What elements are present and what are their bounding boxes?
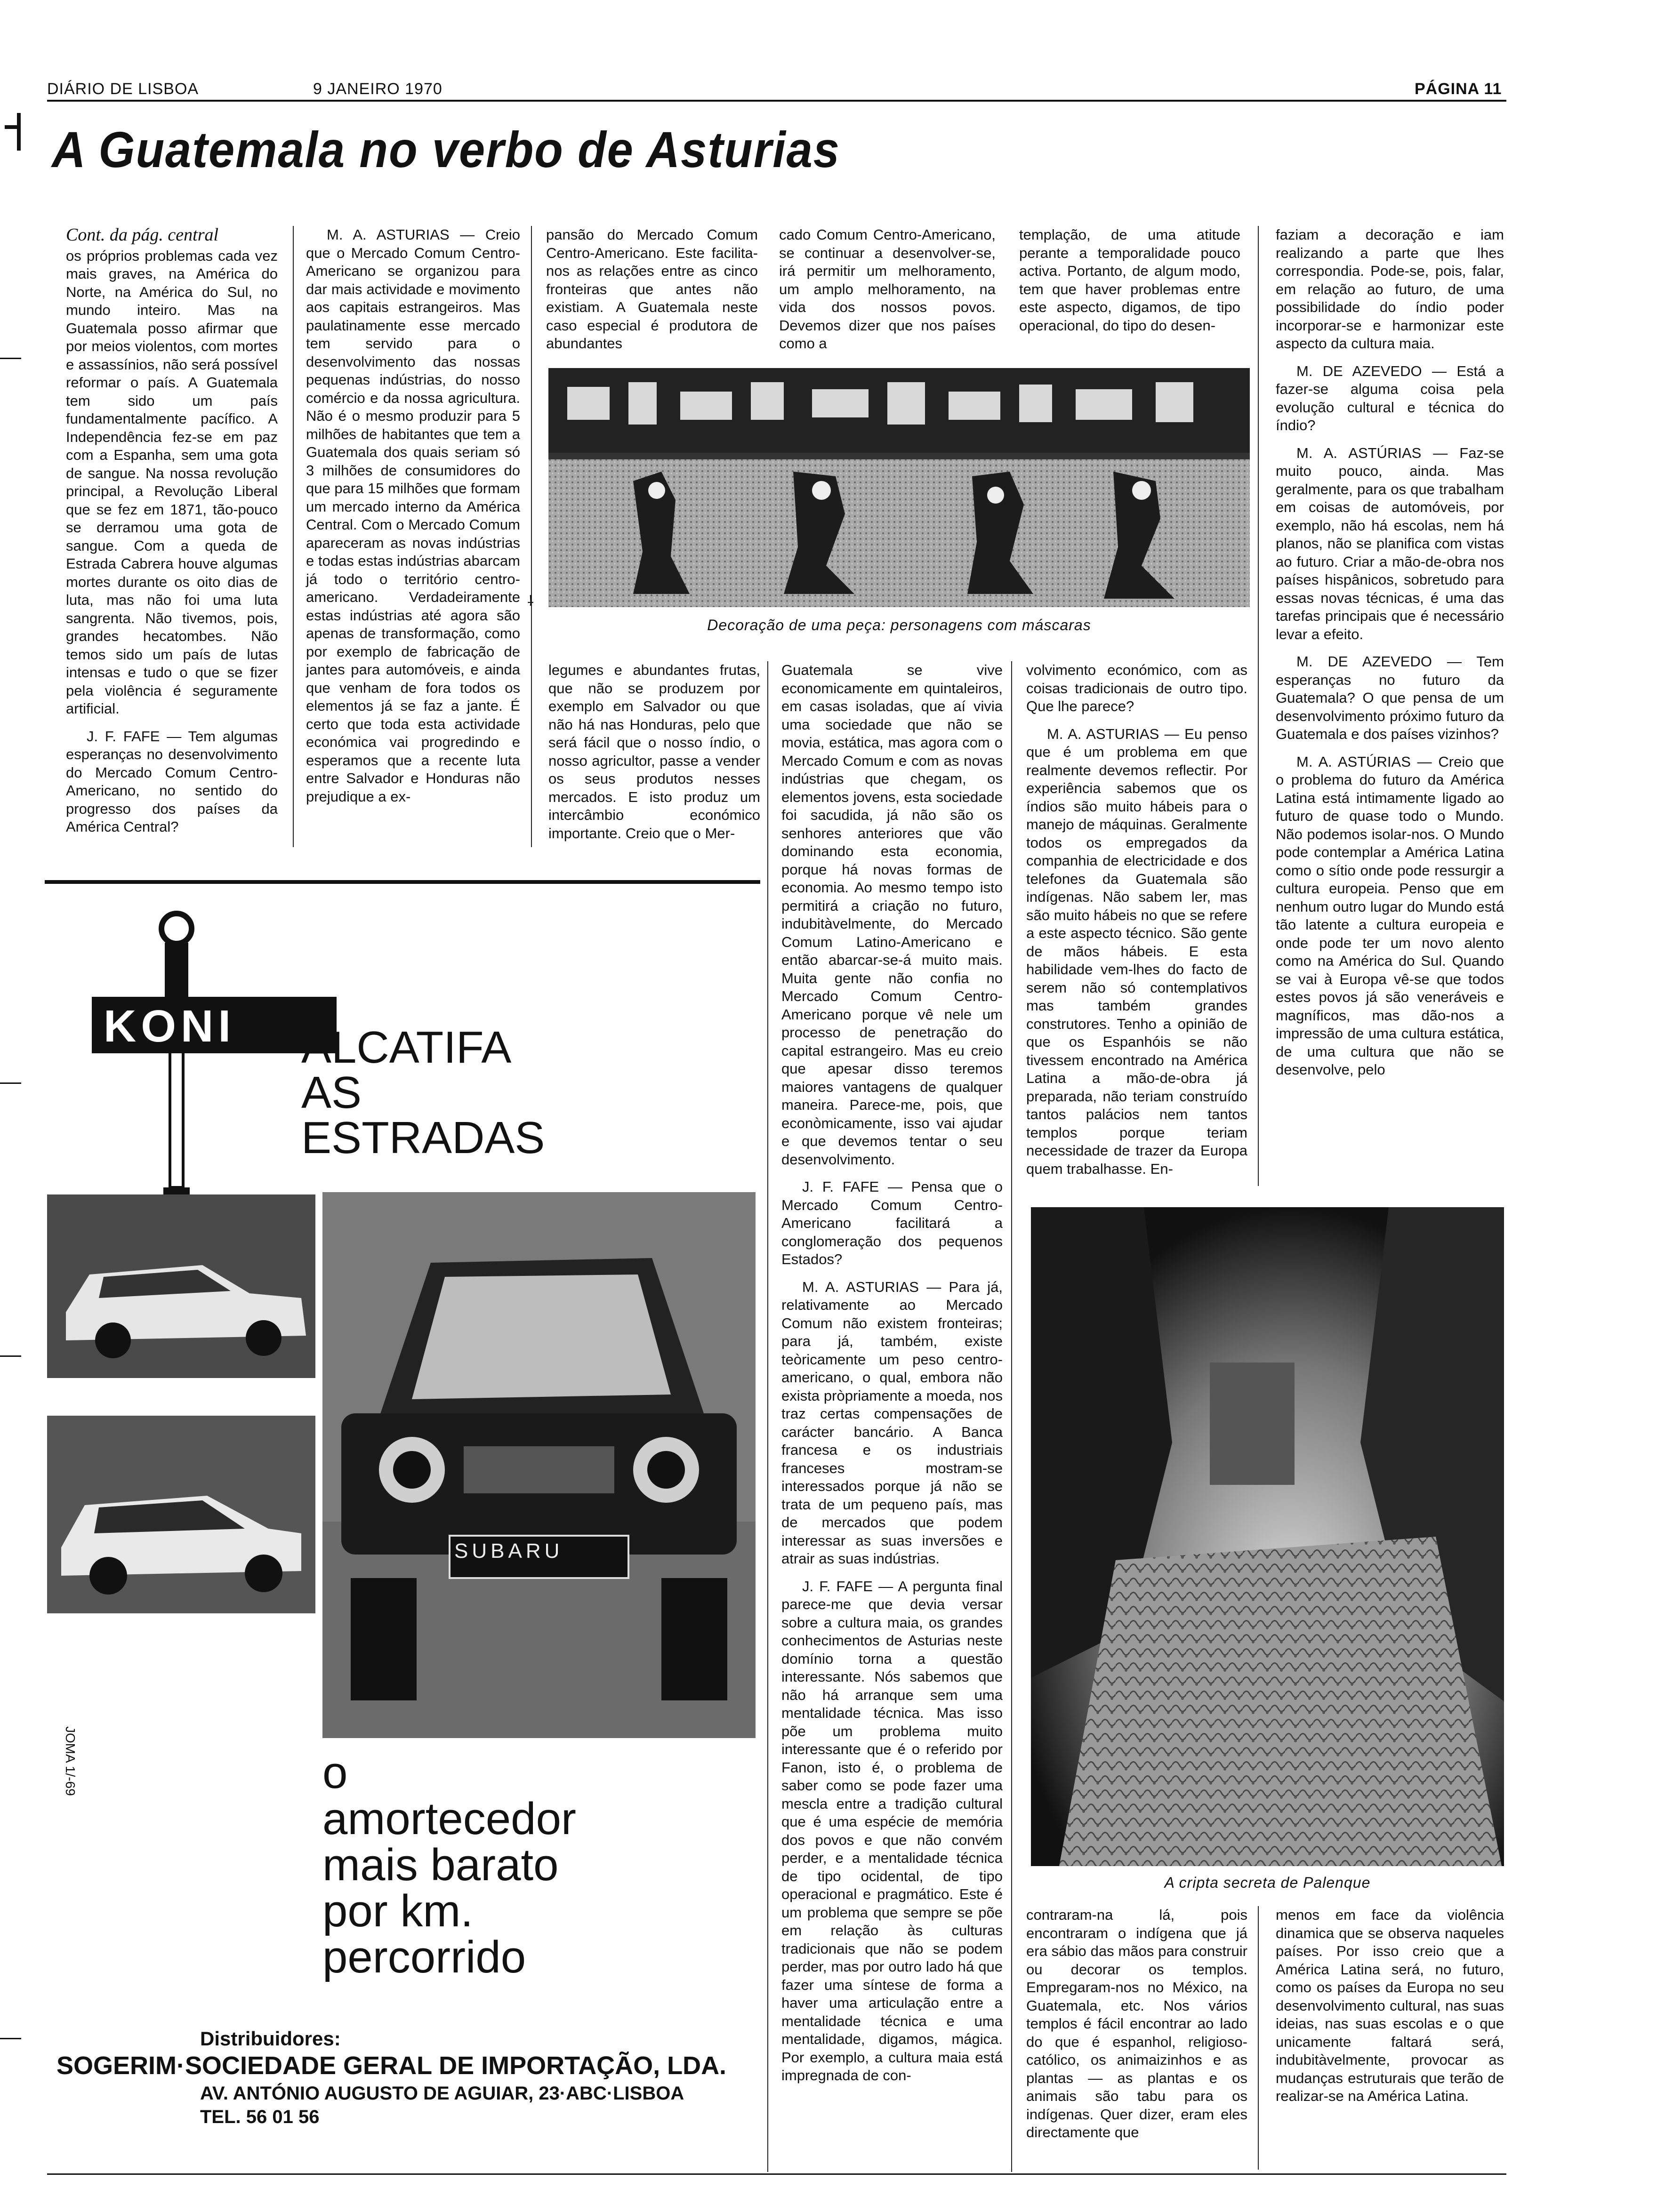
column-divider — [1011, 661, 1012, 2172]
column-divider — [767, 661, 768, 2172]
column-divider — [1258, 226, 1259, 1186]
license-plate: SUBARU — [454, 1539, 563, 1563]
paragraph: M. A. ASTURIAS — Eu penso que é um problema em que realmente devemos reflectir. Por experiência sabemos que os índios são muito hábeis para o manejo de máquinas. Geralmente todos os empregados da companhia de electricidade e dos telefones da Guatemala são indígenas. Não sabem ler, mas são muito hábeis no que se refere a este aspecto técnico. São gente de mãos hábeis. E esta habilidade vem-lhes do facto de serem não só contemplativos mas também grandes construtores. Tenho a opinião de que os Espanhóis se não tivessem encontrado na América Latina a mão-de-obra já preparada, não teriam construído tantos palácios nem tantos templos porque teriam necessidade de trazer da Europa quem trabalhasse. En- — [1026, 725, 1247, 1177]
margin-tick — [0, 1355, 21, 1357]
subaru-car-photo — [322, 1192, 756, 1738]
column-divider — [531, 226, 532, 847]
paragraph: os próprios problemas cada vez mais graves, na América do Norte, na América do Sul, no mundo inteiro. Mas na Guatemala posso afirmar que por meios violentos, com mortes e assassínios, não será possível reformar o país. A Guatemala tem sido um país fundamentalmente pacífico. A Independência fez-se em paz com a Espanha, sem uma gota de sangue. Na nossa revolução principal, a Revolução Liberal que se fez em 1871, tão-pouco se derramou uma gota de sangue. Com a queda de Estrada Cabrera houve algumas mortes durante os oito dias de luta, mas não foi uma luta sangrenta. Não tivemos, pois, grandes hecatombes. Não temos sido um país de lutas intensas e tudo o que se fizer pela violência é seguramente artificial. — [66, 247, 278, 717]
margin-mark-small: ⸸ — [527, 593, 534, 609]
margin-tick — [0, 358, 21, 359]
paragraph: J. F. FAFE — A pergunta final parece-me que devia versar sobre a cultura maia, os grandes conhecimentos de Asturias neste domínio torna a questão interessante. Nós sabemos que não há arranque sem uma mentalidade técnica. Mas isso põe um problema muito interessante que é o referido por Fanon, isto é, o problema de saber como se pode fazer uma mescla entre a tradição cultural que é uma espécie de memória dos povos e que não convém perder, e a mentalidade técnica de tipo ocidental, de tipo operacional e pragmático. Este é um problema que sempre se põe em relação às culturas tradicionais que não se podem perder, mas por outro lado há que fazer uma síntese de forma a haver uma articulação entre a mentalidade técnica e uma mentalidade, digamos, mágica. Por exemplo, a cultura maia está impregnada de con- — [781, 1578, 1003, 2084]
paragraph: menos em face da violência dinamica que se observa naqueles países. Por isso creio que a América Latina será, no futuro, como os países da Europa no seu desenvolvimento cultural, nas suas ideias, nas suas escolas e o que unicamente faltará será, indubitàvelmente, provocar as mudanças estruturais que terão de realizar-se na América Latina. — [1276, 1907, 1504, 2104]
ad-slogan-1: o — [322, 1747, 348, 1798]
article-column-2 — [306, 226, 520, 815]
article-column-4 — [781, 661, 1003, 2094]
paragraph: cado Comum Centro-Americano, se continuar a desenvolver-se, irá permitir um melhoramento, um amplo melhoramento, na vida dos nossos povos. Devemos dizer que nos países como a — [779, 226, 996, 352]
article-column-5-bottom — [1026, 1906, 1247, 2151]
koni-advertisement — [45, 880, 760, 2173]
koni-logo: KONI — [104, 1001, 235, 1051]
header-rule — [47, 100, 1506, 102]
article-title: A Guatemala no verbo de Asturias — [52, 121, 840, 178]
paragraph: templação, de uma atitude perante a temporalidade pouco activa. Portanto, de algum modo, tem que haver problemas entre este aspecto, digamos, de tipo operacional, do tipo do desen- — [1019, 226, 1240, 334]
ad-slogan-4: por km. — [322, 1886, 474, 1936]
paragraph: M. DE AZEVEDO — Tem esperanças no futuro da Guatemala? O que pensa de um desenvolvimento próximo futuro da Guatemala e dos países vizinhos? — [1276, 653, 1504, 742]
paragraph: volvimento económico, com as coisas tradicionais de outro tipo. Que lhe parece? — [1026, 662, 1247, 714]
distributors-label: Distribuidores: — [200, 2028, 341, 2050]
issue-date: 9 JANEIRO 1970 — [313, 80, 442, 98]
margin-mark — [0, 108, 28, 160]
distributor-address: AV. ANTÓNIO AUGUSTO DE AGUIAR, 23·ABC·LISBOA — [200, 2083, 684, 2104]
paragraph: legumes e abundantes frutas, que não se produzem por exemplo em Salvador ou que não há nas Honduras, pelo que será fácil que o nosso índio, o nosso agricultor, passe a vender os seus produtos nesses mercados. E isto produz um intercâmbio económico importante. Creio que o Mer- — [548, 662, 760, 842]
article-column-3-mid — [548, 661, 760, 852]
margin-tick — [0, 1082, 21, 1084]
ad-headline-3: ESTRADAS — [301, 1113, 545, 1163]
car-photo-rear — [47, 1416, 315, 1613]
paragraph: M. DE AZEVEDO — Está a fazer-se alguma coisa pela evolução cultural e técnica do índio? — [1276, 362, 1504, 433]
column-divider — [293, 226, 294, 847]
column-divider — [1258, 1906, 1259, 2170]
photo-caption: Decoração de uma peça: personagens com máscaras — [707, 617, 1091, 633]
article-column-3-top — [546, 226, 758, 362]
ad-headline-2: AS — [301, 1067, 362, 1118]
photo-caption: A cripta secreta de Palenque — [1164, 1874, 1371, 1891]
mayan-decoration-photo — [548, 368, 1250, 607]
paragraph: M. A. ASTURIAS — Creio que o Mercado Comum Centro-Americano se organizou para dar mais actividade e movimento aos capitais estrangeiros. Mas paulatinamente esse mercado tem servido para o desenvolvimento das nossas pequenas indústrias, do nosso comércio e da nossa agricultura. Não é o mesmo produzir para 5 milhões de habitantes que tem a Guatemala dos quais seriam só 3 milhões de consumidores do que para 15 milhões que formam um mercado interno da América Central. Com o Mercado Comum apareceram as novas indústrias e todas estas indústrias abarcam já todo o território centro-americano. Verdadeiramente estas indústrias até agora são apenas de transformação, como por exemplo de fabricação de jantes para automóveis, e ainda que venham de fora todos os elementos já se faz a jante. É certo que toda esta actividade económica vai progredindo e esperamos que a recente luta entre Salvador e Honduras não prejudique a ex- — [306, 226, 520, 805]
continued-from-label: Cont. da pág. central — [66, 225, 219, 245]
agency-mark: JOMA 1/-69 — [63, 1726, 78, 1796]
paragraph: faziam a decoração e iam realizando a parte que lhes correspondia. Pode-se, pois, falar, em relação ao futuro, de uma possibilidade do índio poder incorporar-se e harmonizar este aspecto da cultura maia. — [1276, 226, 1504, 352]
article-column-6 — [1276, 226, 1504, 1089]
paragraph: M. A. ASTÚRIAS — Creio que o problema do futuro da América Latina está intimamente ligado ao futuro de quase todo o Mundo. Não podemos isolar-nos. O Mundo pode contemplar a América Latina como o sítio onde pode ressurgir a cultura europeia. Penso que em nenhum outro lugar do Mundo está tão latente a cultura europeia e onde pode ter um novo alento como na América do Sul. Quando se vai à Europa vê-se que todos estes povos já são veneráveis e magníficos, mas dão-nos a impressão de uma cultura estática, de uma cultura que não se desenvolve, pelo — [1276, 753, 1504, 1078]
paragraph: J. F. FAFE — Pensa que o Mercado Comum Centro-Americano facilitará a conglomeração dos pequenos Estados? — [781, 1178, 1003, 1267]
article-column-1 — [66, 226, 278, 846]
ad-slogan-5: percorrido — [322, 1932, 526, 1982]
article-column-5-mid — [1026, 661, 1247, 1187]
article-column-4-top — [779, 226, 996, 362]
ad-slogan-2: amortecedor — [322, 1794, 576, 1844]
distributor-phone: TEL. 56 01 56 — [200, 2107, 320, 2127]
newspaper-name: DIÁRIO DE LISBOA — [47, 80, 199, 98]
ad-slogan-3: mais barato — [322, 1840, 559, 1890]
paragraph: contraram-na lá, pois encontraram o indígena que já era sábio das mãos para construir ou decorar os templos. Empregaram-nos no México, na Guatemala, etc. Nos vários templos é fácil encontrar ao lado do que é espanhol, religioso-católico, os animaizinhos e as plantas — as plantas e os animais são tabu para os indígenas. Quer dizer, eram eles directamente que — [1026, 1907, 1247, 2140]
distributor-name: SOGERIM·SOCIEDADE GERAL DE IMPORTAÇÃO, LDA. — [56, 2052, 727, 2080]
palenque-crypt-photo — [1031, 1207, 1504, 1866]
car-photo-side — [47, 1194, 315, 1378]
ad-headline-1: ALCATIFA — [301, 1022, 512, 1073]
paragraph: M. A. ASTÚRIAS — Faz-se muito pouco, ainda. Mas geralmente, para os que trabalham em coisas de automóveis, por exemplo, não há escolas, nem há planos, não se planifica com vistas ao futuro. Criar a mão-de-obra nos países hispânicos, sobretudo para essas novas técnicas, é uma das tarefas principais que é necessário levar a efeito. — [1276, 444, 1504, 642]
margin-tick — [0, 2038, 21, 2039]
paragraph: Guatemala se vive economicamente em quintaleiros, em casas isoladas, que aí vivia uma sociedade que não se movia, estática, mas agora com o Mercado Comum e com as novas indústrias que chegam, os elementos jovens, esta sociedade foi sacudida, já não são os senhores anteriores que vão dominando esta economia, porque há novas formas de economia. Ao mesmo tempo isto permitirá a criação no futuro, indubitàvelmente, do Mercado Comum Latino-Americano e então abarcar-se-á muito mais. Muita gente não confia no Mercado Comum Centro-Americano porque vê nele um processo de penetração do capital estrangeiro. Mas eu creio que apesar disso teremos maiores vantagens de qualquer maneira. Parece-me, pois, que econòmicamente, isso vai ajudar e que devemos tentar o seu desenvolvimento. — [781, 662, 1003, 1168]
page-number: PÁGINA 11 — [1415, 80, 1502, 98]
article-column-6-bottom — [1276, 1906, 1504, 2115]
footer-rule — [47, 2173, 1506, 2175]
paragraph: M. A. ASTURIAS — Para já, relativamente ao Mercado Comum não existem fronteiras; para já, também, existe teòricamente um peso centro-americano, o qual, embora não exista pròpriamente a moeda, nos traz certas compensações de carácter bancário. A Banca francesa e os industriais franceses mostram-se interessados porque já não se trata de um pequeno país, mas de mercados que podem interessar as suas inversões e atrair as suas indústrias. — [781, 1278, 1003, 1567]
article-column-5-top — [1019, 226, 1240, 344]
paragraph: J. F. FAFE — Tem algumas esperanças no desenvolvimento do Mercado Comum Centro-Americano, no sentido do progresso dos países da América Central? — [66, 728, 278, 835]
paragraph: pansão do Mercado Comum Centro-Americano. Este facilita-nos as relações entre as cinco fronteiras que antes não existiam. A Guatemala neste caso especial é produtora de abundantes — [546, 226, 758, 352]
